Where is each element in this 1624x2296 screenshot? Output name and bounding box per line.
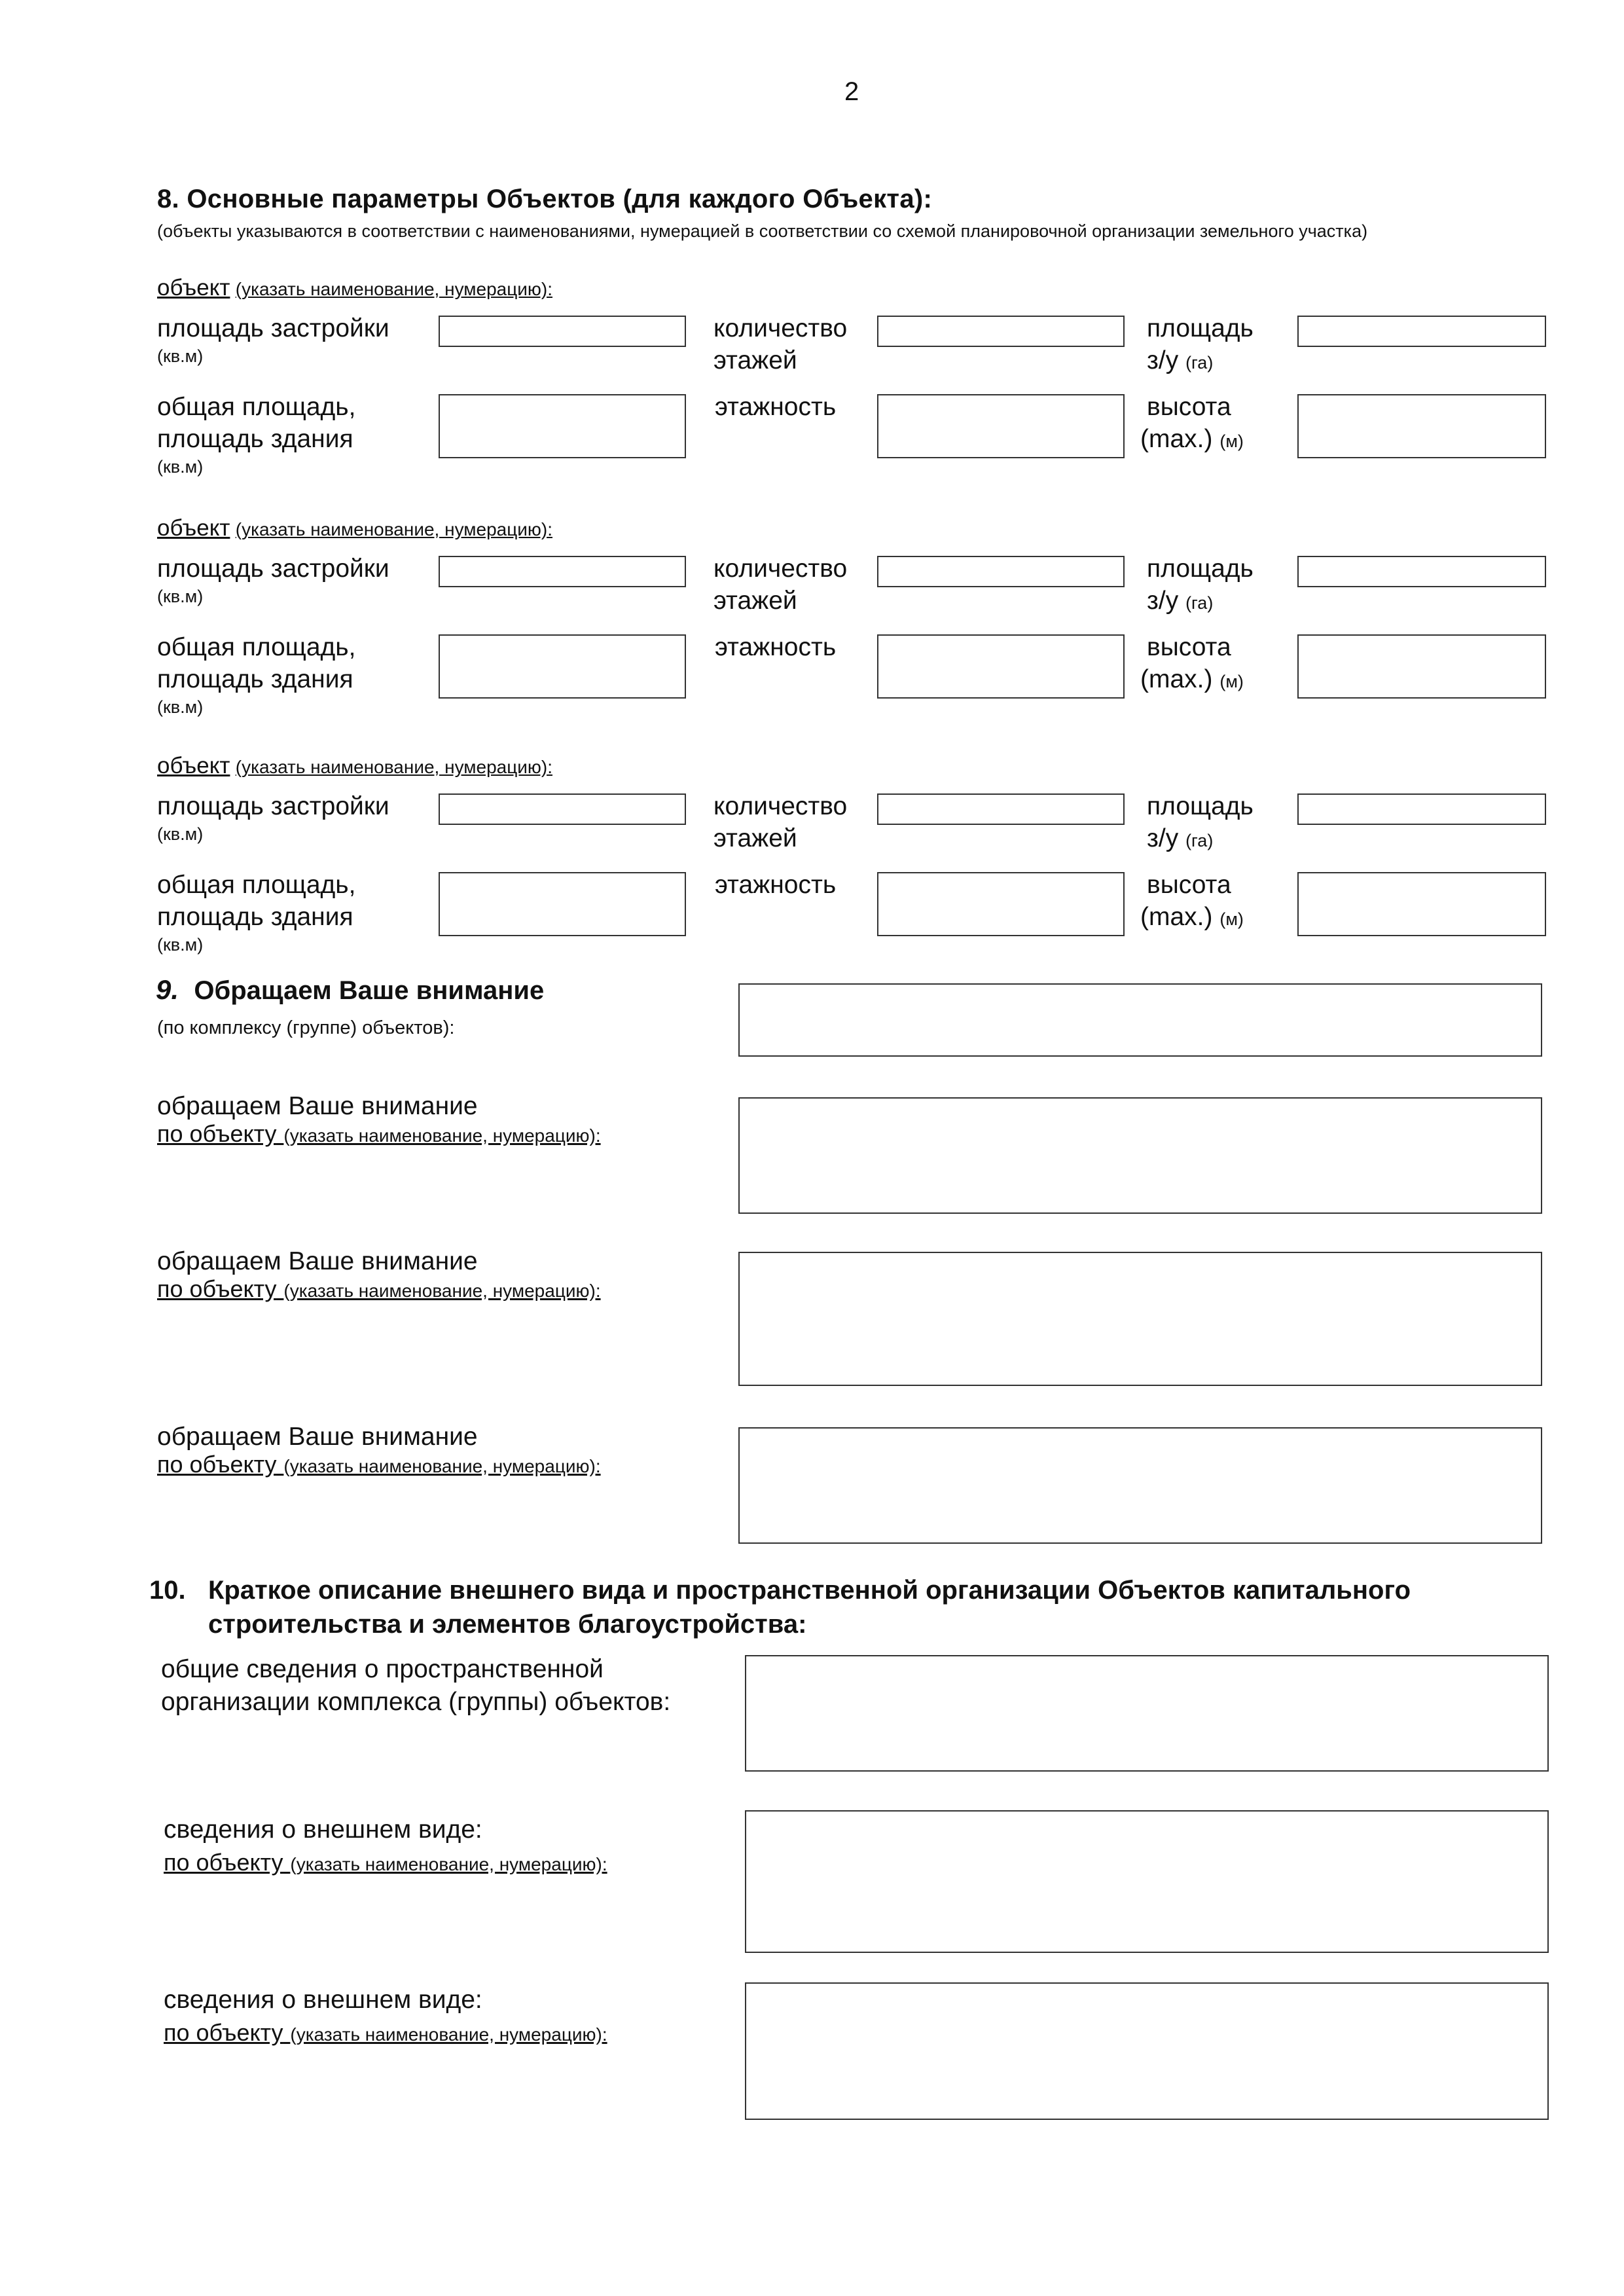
object-1-storeys-field[interactable] <box>877 394 1125 458</box>
object-2-storeys-label: этажность <box>715 633 837 661</box>
general-info-field[interactable] <box>745 1655 1549 1772</box>
plot-area-line1: площадь <box>1147 314 1254 342</box>
appearance-text-1: сведения о внешнем виде: <box>164 1815 482 1844</box>
object-1-prefix: объект <box>157 275 230 301</box>
object-2-header <box>157 515 552 541</box>
build-area-text: площадь застройки <box>157 792 389 820</box>
general-info-line2: организации комплекса (группы) объектов: <box>161 1688 671 1716</box>
total-area-line1: общая площадь, <box>157 393 356 421</box>
attention-item-3-label <box>157 1421 601 1483</box>
total-area-line2: площадь здания <box>157 665 353 693</box>
appearance-text-2: сведения о внешнем виде: <box>164 1986 482 2014</box>
object-2-build-area-field[interactable] <box>439 556 686 587</box>
build-area-text: площадь застройки <box>157 555 389 583</box>
height-line1: высота <box>1147 393 1231 421</box>
appearance-object-link-1[interactable] <box>164 1846 607 1881</box>
object-2-build-area-label <box>157 553 389 613</box>
total-area-unit: (кв.м) <box>157 935 204 955</box>
section-9-title: Обращаем Ваше внимание <box>194 976 545 1005</box>
object-3-total-area-label <box>157 869 355 961</box>
floors-count-line2: этажей <box>713 587 797 615</box>
total-area-line1: общая площадь, <box>157 871 356 899</box>
attention-item-2-field[interactable] <box>738 1252 1542 1386</box>
attention-item-2-text: обращаем Ваше внимание <box>157 1247 478 1275</box>
height-line1: высота <box>1147 871 1231 899</box>
object-1-hint: (указать наименование, нумерацию): <box>235 279 553 299</box>
plot-area-unit: (га) <box>1185 593 1214 613</box>
object-1-height-field[interactable] <box>1297 394 1546 458</box>
general-info-line1: общие сведения о пространственной <box>161 1655 604 1683</box>
object-3-floors-count-field[interactable] <box>877 793 1125 825</box>
object-2-plot-area-field[interactable] <box>1297 556 1546 587</box>
section-8-title: 8. Основные параметры Объектов (для каждого Объекта): <box>157 185 933 213</box>
object-1-floors-count-field[interactable] <box>877 316 1125 347</box>
appearance-label-2 <box>164 1984 607 2051</box>
attention-item-1-link-small: (указать наименование, нумерацию): <box>283 1125 601 1146</box>
object-2-total-area-label <box>157 631 355 723</box>
attention-item-3-object-link[interactable] <box>157 1448 601 1483</box>
appearance-link-small-2: (указать наименование, нумерацию): <box>290 2024 607 2045</box>
plot-area-line2: з/у <box>1147 346 1179 374</box>
attention-item-3-link-small: (указать наименование, нумерацию): <box>283 1456 601 1476</box>
total-area-unit: (кв.м) <box>157 457 204 477</box>
object-2-storeys-field[interactable] <box>877 634 1125 699</box>
object-3-height-label <box>1140 869 1244 936</box>
object-1-total-area-label <box>157 391 355 483</box>
plot-area-unit: (га) <box>1185 831 1214 850</box>
object-2-floors-count-field[interactable] <box>877 556 1125 587</box>
attention-item-1-field[interactable] <box>738 1097 1542 1214</box>
object-3-header <box>157 753 552 779</box>
plot-area-unit: (га) <box>1185 353 1214 373</box>
height-line1: высота <box>1147 633 1231 661</box>
section-9-heading <box>156 974 544 1006</box>
section-8-note: (объекты указываются в соответствии с наименованиями, нумерацией в соответствии со схемой планировочной организации земельного участка) <box>157 221 1368 241</box>
total-area-line2: площадь здания <box>157 903 353 931</box>
height-unit: (м) <box>1219 909 1244 929</box>
object-1-plot-area-field[interactable] <box>1297 316 1546 347</box>
plot-area-line2: з/у <box>1147 824 1179 852</box>
object-3-plot-area-field[interactable] <box>1297 793 1546 825</box>
object-1-build-area-field[interactable] <box>439 316 686 347</box>
object-1-header <box>157 275 552 301</box>
object-3-total-area-field[interactable] <box>439 872 686 936</box>
height-unit: (м) <box>1219 672 1244 691</box>
plot-area-line1: площадь <box>1147 555 1254 583</box>
appearance-object-link-2[interactable] <box>164 2016 607 2051</box>
appearance-label-1 <box>164 1813 607 1881</box>
height-line2: (max.) <box>1140 903 1213 931</box>
page-number: 2 <box>844 77 859 106</box>
attention-group-field[interactable] <box>738 983 1542 1057</box>
appearance-link-big-2: по объекту <box>164 2019 283 2046</box>
appearance-link-small-1: (указать наименование, нумерацию): <box>290 1854 607 1874</box>
attention-item-3-field[interactable] <box>738 1427 1542 1544</box>
height-line2: (max.) <box>1140 425 1213 453</box>
plot-area-line1: площадь <box>1147 792 1254 820</box>
total-area-line1: общая площадь, <box>157 633 356 661</box>
floors-count-line1: количество <box>713 555 848 583</box>
appearance-link-big-1: по объекту <box>164 1849 283 1876</box>
plot-area-line2: з/у <box>1147 587 1179 615</box>
object-2-total-area-field[interactable] <box>439 634 686 699</box>
attention-item-2-object-link[interactable] <box>157 1273 601 1307</box>
height-unit: (м) <box>1219 431 1244 451</box>
object-3-plot-area-label <box>1147 790 1254 857</box>
object-3-storeys-label: этажность <box>715 871 837 899</box>
build-area-unit: (кв.м) <box>157 587 204 606</box>
object-3-floors-count-label <box>713 790 847 854</box>
object-1-storeys-label: этажность <box>715 393 837 421</box>
section-9-number: 9. <box>156 974 179 1005</box>
object-1-floors-count-label <box>713 312 847 376</box>
object-3-hint: (указать наименование, нумерацию): <box>235 757 553 777</box>
floors-count-line2: этажей <box>713 346 797 374</box>
total-area-line2: площадь здания <box>157 425 353 453</box>
section-10-number: 10. <box>149 1576 186 1605</box>
build-area-text: площадь застройки <box>157 314 389 342</box>
object-1-height-label <box>1140 391 1244 458</box>
attention-item-2-label <box>157 1245 601 1307</box>
object-3-build-area-label <box>157 790 389 850</box>
attention-item-3-link-big: по объекту <box>157 1451 277 1478</box>
attention-item-3-text: обращаем Ваше внимание <box>157 1423 478 1451</box>
object-1-total-area-field[interactable] <box>439 394 686 458</box>
object-2-height-field[interactable] <box>1297 634 1546 699</box>
object-3-height-field[interactable] <box>1297 872 1546 936</box>
attention-item-1-object-link[interactable] <box>157 1118 601 1152</box>
object-2-hint: (указать наименование, нумерацию): <box>235 519 553 539</box>
object-2-height-label <box>1140 631 1244 698</box>
object-1-plot-area-label <box>1147 312 1254 379</box>
attention-item-2-link-small: (указать наименование, нумерацию): <box>283 1281 601 1301</box>
object-2-floors-count-label <box>713 553 847 617</box>
height-line2: (max.) <box>1140 665 1213 693</box>
section-10-title-line2: строительства и элементов благоустройства: <box>208 1610 807 1639</box>
object-2-prefix: объект <box>157 515 230 541</box>
object-2-plot-area-label <box>1147 553 1254 619</box>
attention-item-1-text: обращаем Ваше внимание <box>157 1092 478 1120</box>
attention-item-1-link-big: по объекту <box>157 1120 277 1147</box>
appearance-field-1[interactable] <box>745 1810 1549 1953</box>
object-3-build-area-field[interactable] <box>439 793 686 825</box>
floors-count-line1: количество <box>713 792 848 820</box>
section-10-title-line1: Краткое описание внешнего вида и пространственной организации Объектов капитального <box>208 1576 1411 1605</box>
floors-count-line1: количество <box>713 314 848 342</box>
section-10-title <box>208 1573 1557 1641</box>
attention-item-2-link-big: по объекту <box>157 1275 277 1302</box>
build-area-unit: (кв.м) <box>157 346 204 366</box>
section-9-subtitle: (по комплексу (группе) объектов): <box>157 1017 455 1038</box>
object-3-prefix: объект <box>157 753 230 778</box>
total-area-unit: (кв.м) <box>157 697 204 717</box>
object-1-build-area-label <box>157 312 389 373</box>
appearance-field-2[interactable] <box>745 1982 1549 2120</box>
section-10-heading <box>149 1573 186 1607</box>
attention-item-1-label <box>157 1090 601 1152</box>
general-info-label <box>161 1653 670 1719</box>
object-3-storeys-field[interactable] <box>877 872 1125 936</box>
build-area-unit: (кв.м) <box>157 824 204 844</box>
floors-count-line2: этажей <box>713 824 797 852</box>
